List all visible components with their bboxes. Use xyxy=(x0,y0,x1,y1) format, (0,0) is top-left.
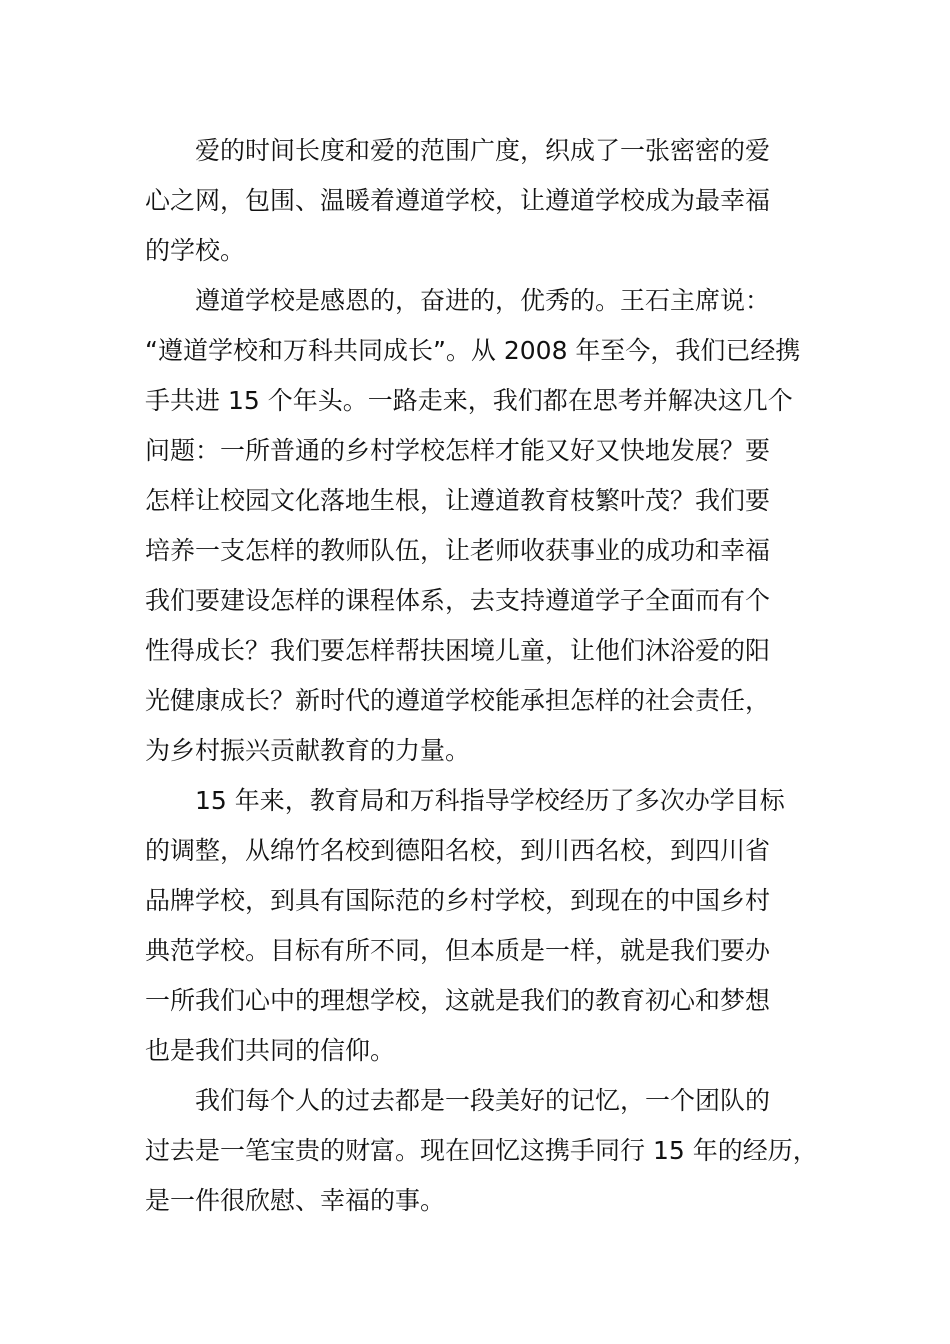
text-line: 品牌学校，到具有国际范的乡村学校，到现在的中国乡村 xyxy=(145,886,771,915)
text-line: 是一件很欣慰、幸福的事。 xyxy=(145,1186,446,1215)
text-line: 也是我们共同的信仰。 xyxy=(145,1036,396,1065)
text-line: 问题：一所普通的乡村学校怎样才能又好又快地发展？要 xyxy=(145,436,771,465)
text-line: 爱的时间长度和爱的范围广度，织成了一张密密的爱 xyxy=(195,136,771,165)
text-line: 光健康成长？新时代的遵道学校能承担怎样的社会责任， xyxy=(145,686,771,715)
text-line: 为乡村振兴贡献教育的力量。 xyxy=(145,736,471,765)
text-line: “遵道学校和万科共同成长”。从 2008 年至今，我们已经携 xyxy=(145,336,801,365)
text-line: 的调整，从绵竹名校到德阳名校，到川西名校，到四川省 xyxy=(145,836,771,865)
text-line: 过去是一笔宝贵的财富。现在回忆这携手同行 15 年的经历， xyxy=(145,1136,818,1165)
text-line: 我们要建设怎样的课程体系，去支持遵道学子全面而有个 xyxy=(145,586,771,615)
text-line: 一所我们心中的理想学校，这就是我们的教育初心和梦想 xyxy=(145,986,771,1015)
text-line: 遵道学校是感恩的，奋进的，优秀的。王石主席说： xyxy=(195,286,771,315)
text-line: 培养一支怎样的教师队伍，让老师收获事业的成功和幸福 xyxy=(145,536,771,565)
text-line: 典范学校。目标有所不同，但本质是一样，就是我们要办 xyxy=(145,936,771,965)
text-line: 心之网，包围、温暖着遵道学校，让遵道学校成为最幸福 xyxy=(145,186,771,215)
text-line: 手共进 15 个年头。一路走来，我们都在思考并解决这几个 xyxy=(145,386,793,415)
text-line: 怎样让校园文化落地生根，让遵道教育枝繁叶茂？我们要 xyxy=(145,486,771,515)
text-line: 我们每个人的过去都是一段美好的记忆，一个团队的 xyxy=(195,1086,771,1115)
text-line: 15 年来，教育局和万科指导学校经历了多次办学目标 xyxy=(195,786,785,815)
text-line: 性得成长？我们要怎样帮扶困境儿童，让他们沐浴爱的阳 xyxy=(145,636,771,665)
text-line: 的学校。 xyxy=(145,236,246,265)
